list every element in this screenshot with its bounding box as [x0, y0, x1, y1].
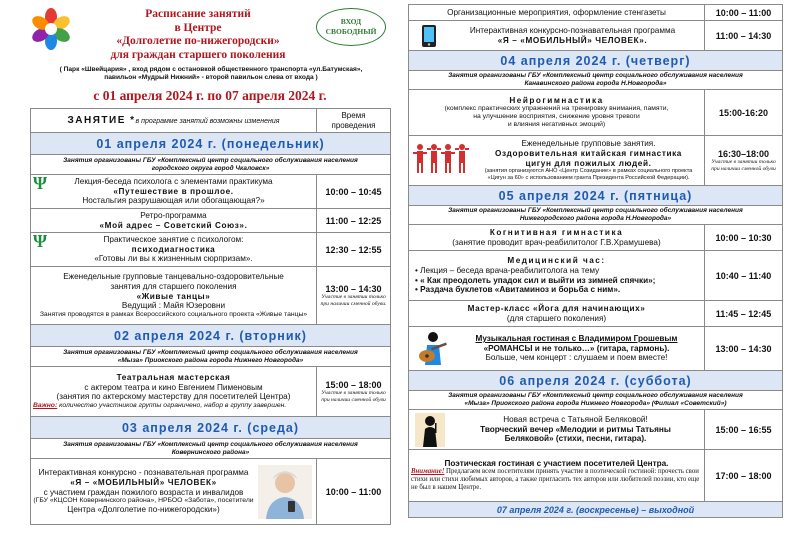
time-cell: 13:00 – 14:30 Участие в занятии только при наличии сменной обуви. — [317, 267, 391, 325]
schedule-item: Нейрогимнастика (комплекс практических упражнений на тренировку внимания, памяти, на улучшение восприятия, снижение уровня тревоги и влияния негативных эмоций) — [409, 90, 705, 136]
schedule-item: Еженедельные групповые танцевально-оздоровительные занятия для старшего поколения «Живые танцы» Ведущий : Майя Юзеровни Занятия проводятся в рамках Всероссийского социального проекта «Живые танцы» — [31, 267, 317, 325]
schedule-item: Театральная мастерская с актером театра и кино Евгением Пименовым (занятия по актерскому мастерству для посетителей Центра) Важно: количество участников группы ограничено, набор в группу завершен. — [31, 367, 317, 417]
day-heading: 06 апреля 2024 г. (суббота) — [409, 371, 783, 391]
time-cell: 10:00 – 11:00 — [317, 459, 391, 525]
organizer-note: Занятия организованы ГБУ «Комплексный центр социального обслуживания населения Канавинского района города Н.Новгорода» — [409, 71, 783, 90]
column-header-activity: ЗАНЯТИЕ *в программе занятий возможны изменения — [31, 109, 317, 133]
organizer-note: Занятия организованы ГБУ «Комплексный центр социального обслуживания населения Нижегородского района города Н.Новгорода» — [409, 206, 783, 225]
left-column — [30, 4, 390, 515]
time-cell: 10:40 – 11:40 — [705, 251, 783, 301]
organizer-note: Занятия организованы ГБУ «Комплексный центр социального обслуживания населения «Мыза» Приокского района города Нижнего Новгорода» (Филиал «Советский») — [409, 391, 783, 410]
time-cell: 11:00 – 12:25 — [317, 209, 391, 233]
singer-silhouette-icon — [415, 413, 445, 447]
schedule-item: Когнитивная гимнастика (занятие проводит врач-реабилитолог Г.В.Храмушева) — [409, 225, 705, 251]
day-heading: 02 апреля 2024 г. (вторник) — [31, 325, 391, 347]
schedule-table-left — [30, 108, 391, 525]
time-cell: 17:00 – 18:00 — [705, 450, 783, 502]
schedule-item: Новая встреча с Татьяной Беляковой! Творческий вечер «Мелодии и ритмы Татьяны Беляковой» (стихи, песни, гитара). — [409, 410, 705, 450]
organizer-note: Занятия организованы ГБУ «Комплексный центр социального обслуживания населения Ковернинского района» — [31, 439, 391, 459]
time-cell: 15:00 – 16:55 — [705, 410, 783, 450]
address-text: ( Парк «Швейцария» , вход рядом с остановкой общественного транспорта «ул.Батумская», павильон «Мудрый Нижний» - второй павильон слева от входа ) — [59, 66, 363, 82]
mobile-phone-icon — [419, 24, 439, 48]
schedule-table-right — [408, 4, 783, 518]
time-cell: 12:30 – 12:55 — [317, 233, 391, 267]
day-heading: 05 апреля 2024 г. (пятница) — [409, 186, 783, 206]
flower-logo-icon — [30, 8, 72, 50]
day-off-note: 07 апреля 2024 г. (воскресенье) – выходной — [409, 502, 783, 518]
schedule-title: Расписание занятий в Центре «Долголетие по-нижегородски» для граждан старшего поколения — [110, 8, 286, 61]
schedule-item: Медицинский час: • Лекция – беседа врача-реабилитолога на тему • « Как преодолеть упадок сил и выйти из зимней спячки»; • Раздача буклетов «Авитаминоз и борьба с ним». — [409, 251, 705, 301]
schedule-item: Поэтическая гостиная с участием посетителей Центра. Внимание! Предлагаем всем посетителям принять участие в поэтической гостиной: прочесть свои стихи или стихи любимых авторов, а также пригласить тех авторов или любителей поэзии, кто еще не был в нашем Центре. — [409, 450, 705, 502]
schedule-item: Еженедельные групповые занятия. Оздоровительная китайская гимнастика цигун для пожилых людей. (занятия организуются АНО «Центр Созидание» в рамках социального проекта «Цигун за 60» с использованием гранта Президента Российской Федерации). — [409, 136, 705, 186]
column-header-time: Время проведения — [317, 109, 391, 133]
time-cell: 15:00 – 18:00 Участие в занятии только при наличии сменной обуви — [317, 367, 391, 417]
time-cell: 11:45 – 12:45 — [705, 301, 783, 327]
schedule-item: Мастер-класс «Йога для начинающих» (для старшего поколения) — [409, 301, 705, 327]
time-cell: 10:00 – 11:00 — [705, 5, 783, 21]
free-entry-stamp: ВХОД СВОБОДНЫЙ — [316, 8, 386, 46]
time-cell: 10:00 – 10:30 — [705, 225, 783, 251]
schedule-item: Ψ Практическое занятие с психологом: психодиагностика «Готовы ли вы к жизненным сюрпризам». — [31, 233, 317, 267]
time-cell: 13:00 – 14:30 — [705, 327, 783, 371]
schedule-item: Интерактивная конкурсно - познавательная программа «Я – «МОБИЛЬНЫЙ» ЧЕЛОВЕК» с участием граждан пожилого возраста и инвалидов (ГБУ «КЦСОН Ковернинского района», НРБОО «Забота», посетители Центра «Долголетие по-нижегородски») — [31, 459, 317, 525]
day-heading: 03 апреля 2024 г. (среда) — [31, 417, 391, 439]
time-cell: 10:00 – 10:45 — [317, 175, 391, 209]
date-range: с 01 апреля 2024 г. по 07 апреля 2024 г. — [93, 88, 327, 103]
time-cell: 15:00-16:20 — [705, 90, 783, 136]
organizer-note: Занятия организованы ГБУ «Комплексный центр социального обслуживания населения городского округа город Чкаловск» — [31, 155, 391, 175]
psychology-icon: Ψ — [33, 232, 48, 251]
page-header — [30, 4, 390, 88]
day-heading: 01 апреля 2024 г. (понедельник) — [31, 133, 391, 155]
organizer-note: Занятия организованы ГБУ «Комплексный центр социального обслуживания населения «Мыза» Приокского района города Нижнего Новгорода» — [31, 347, 391, 367]
right-column — [408, 4, 782, 518]
time-cell: 11:00 – 14:30 — [705, 21, 783, 51]
time-cell: 16:30–18:00 Участие в занятии только при наличии сменной обуви — [705, 136, 783, 186]
day-heading: 04 апреля 2024 г. (четверг) — [409, 51, 783, 71]
psychology-icon: Ψ — [33, 174, 48, 193]
schedule-item: Интерактивная конкурсно-познавательная программа «Я – «МОБИЛЬНЫЙ» ЧЕЛОВЕК». — [409, 21, 705, 51]
exercising-people-icon — [413, 142, 471, 176]
schedule-item: Ψ Лекция-беседа психолога с элементами практикума «Путешествие в прошлое. Ностальгия разрушающая или обогащающая?» — [31, 175, 317, 209]
schedule-item: Музыкальная гостиная с Владимиром Грошевым «РОМАНСЫ и не только…» (гитара, гармонь). Больше, чем концерт : слушаем и поем вместе! — [409, 327, 705, 371]
guitarist-icon — [413, 331, 449, 367]
schedule-item: Организационные мероприятия, оформление стенгазеты — [409, 5, 705, 21]
schedule-item: Ретро-программа «Мой адрес – Советский Союз». — [31, 209, 317, 233]
woman-with-phone-icon — [258, 465, 312, 519]
